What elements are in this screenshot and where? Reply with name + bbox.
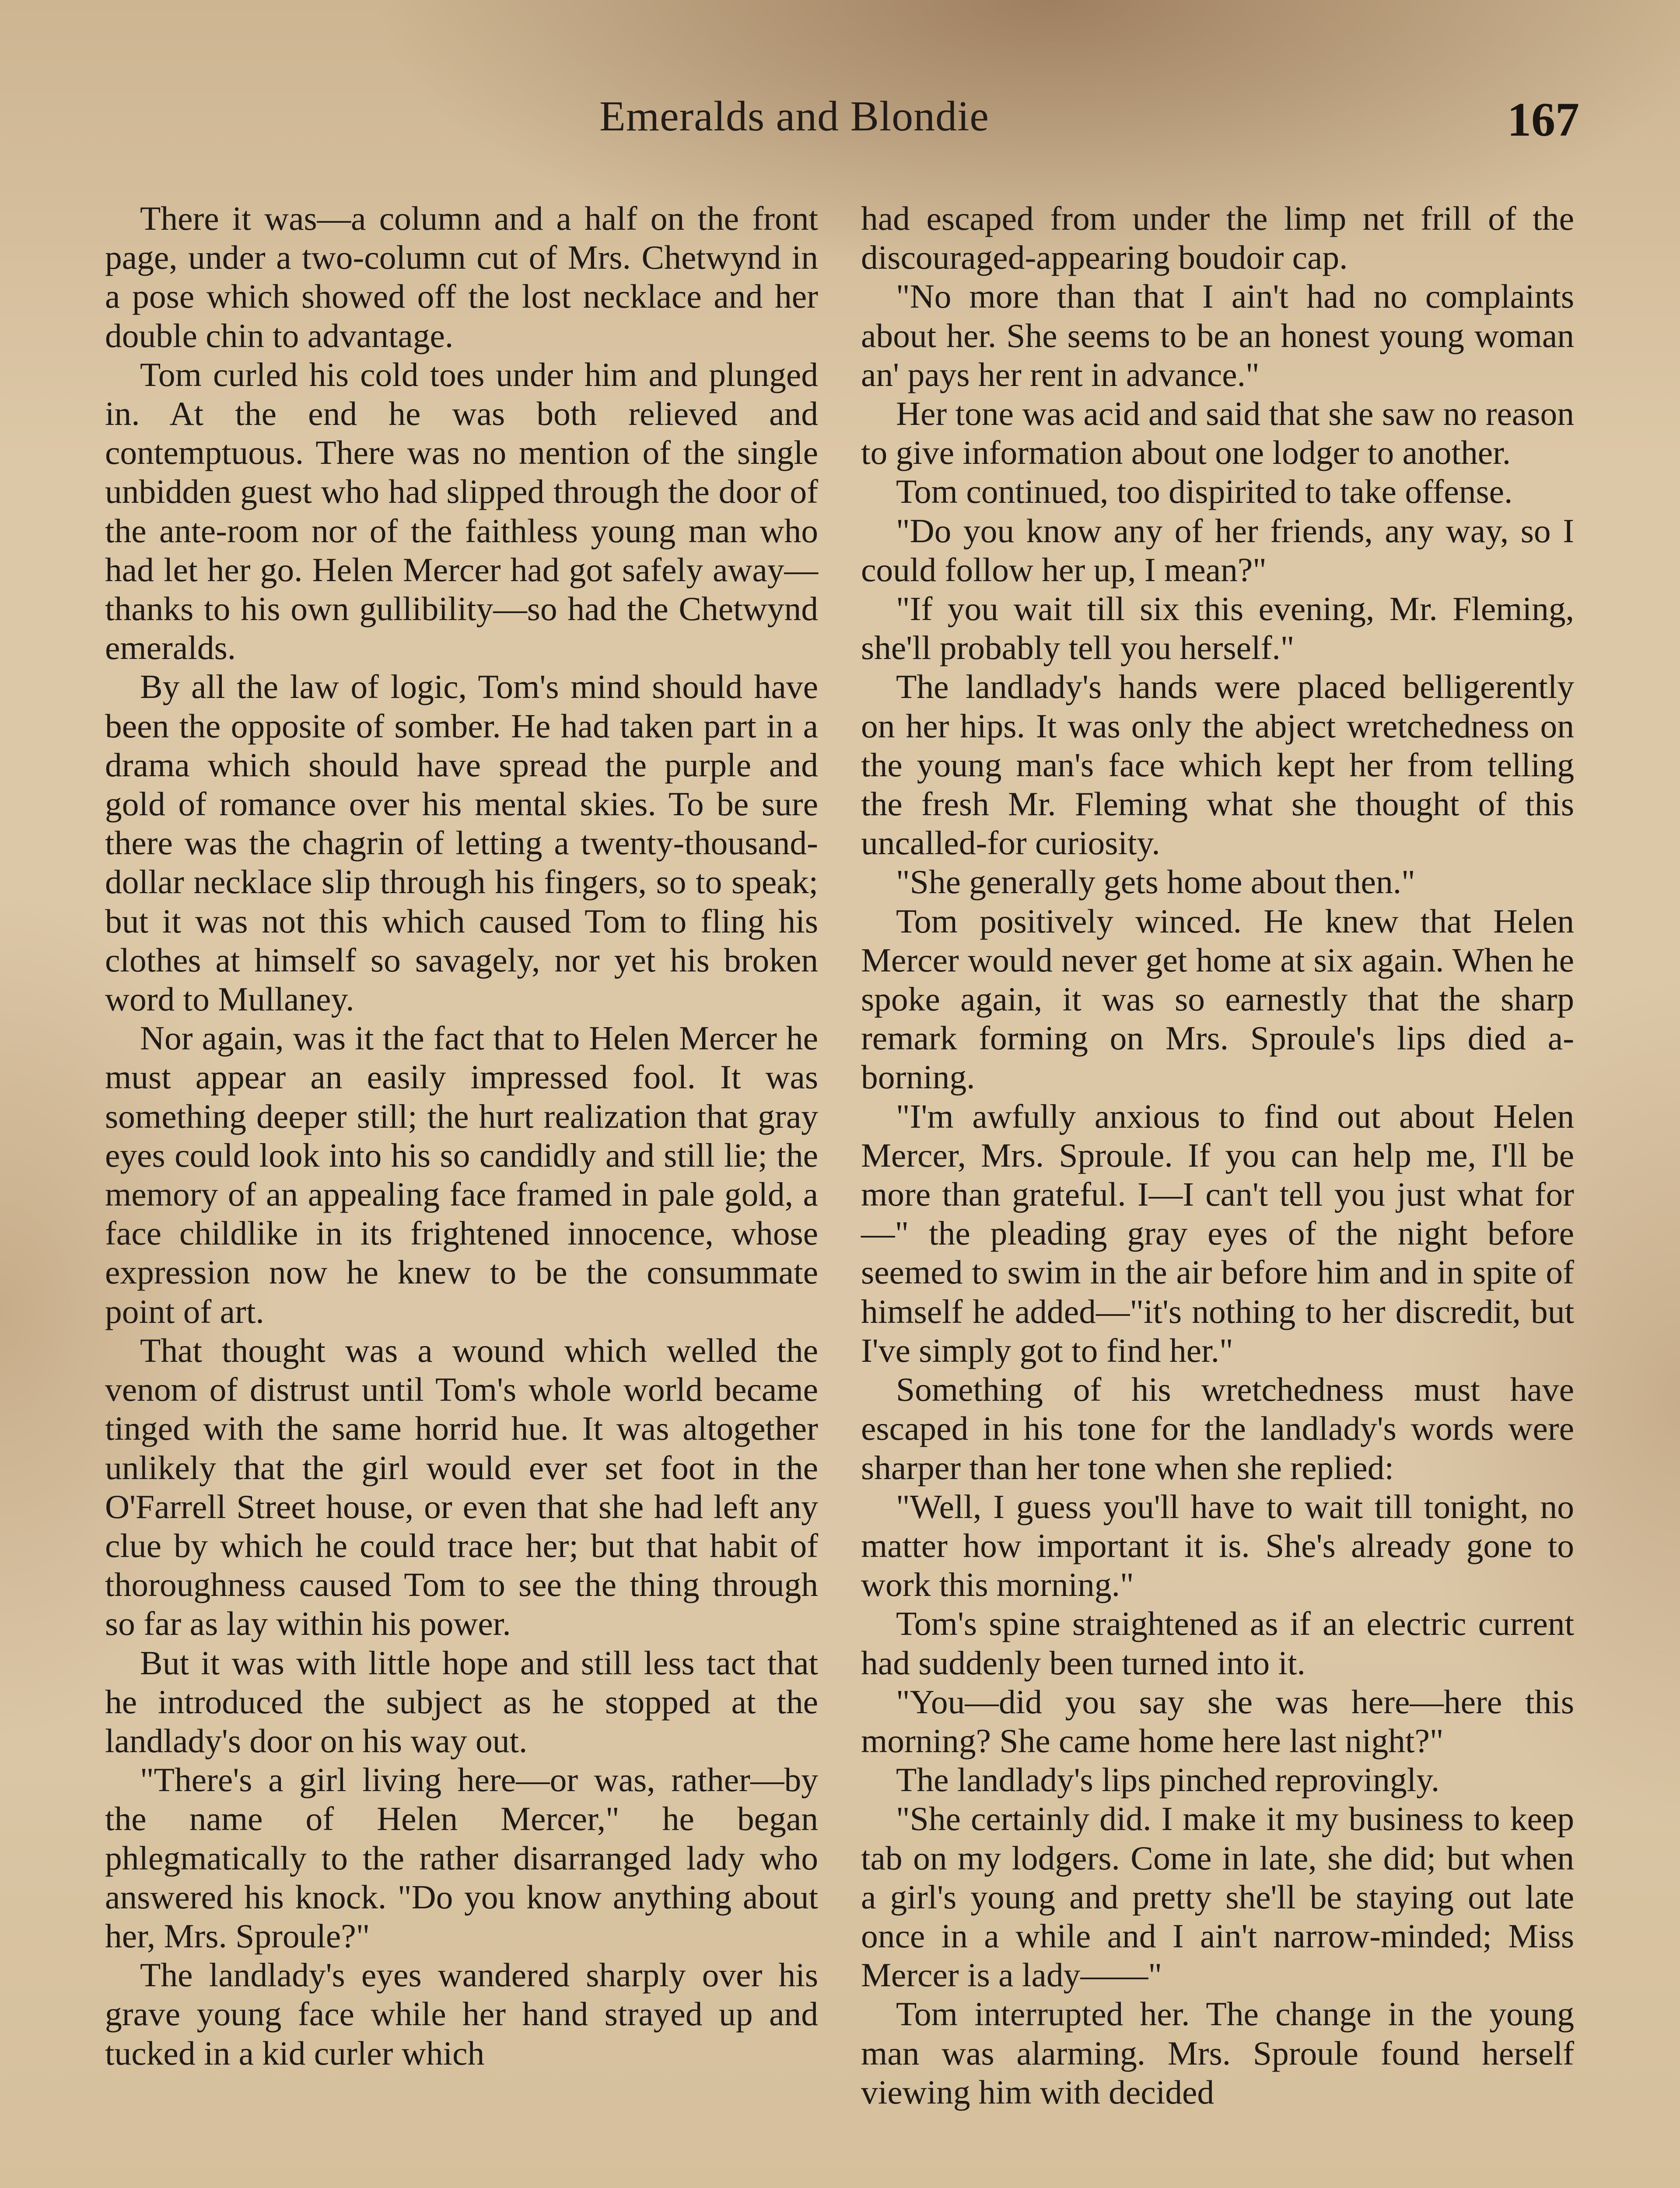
paragraph: Tom curled his cold toes under him and plunged in. At the end he was both relieved and contemptuous. There was no mention of the single unbidden guest who had slipped through the door of the ante-room nor of the faithless young man who had let her go. Helen Mercer had got safely away—thanks to his own gullibility—so had the Chetwynd emeralds. <box>105 355 818 667</box>
paragraph: Her tone was acid and said that she saw no reason to give information about one lodger to another. <box>861 395 1574 472</box>
paragraph: Tom interrupted her. The change in the young man was alarming. Mrs. Sproule found herself viewing him with decided <box>861 1995 1574 2111</box>
paragraph: That thought was a wound which welled the venom of distrust until Tom's whole world became tinged with the same horrid hue. It was altogether unlikely that the girl would ever set foot in the O'Farrell Street house, or even that she had left any clue by which he could trace her; but that habit of thoroughness caused Tom to see the thing through so far as lay within his power. <box>105 1331 818 1643</box>
page-header <box>0 92 1680 153</box>
right-column <box>861 199 1574 2112</box>
paragraph: Nor again, was it the fact that to Helen Mercer he must appear an easily impressed fool. It was something deeper still; the hurt realization that gray eyes could look into his so candidly and still lie; the memory of an appealing face framed in pale gold, a face childlike in its frightened innocence, whose expression now he knew to be the consummate point of art. <box>105 1019 818 1330</box>
paragraph: The landlady's lips pinched reprovingly. <box>896 1761 1440 1799</box>
paragraph: Something of his wretchedness must have escaped in his tone for the landlady's words were sharper than her tone when she replied: <box>861 1371 1574 1487</box>
paragraph: By all the law of logic, Tom's mind should have been the opposite of somber. He had taken part in a drama which should have spread the purple and gold of romance over his mental skies. To be sure there was the chagrin of letting a twenty-thousand-dollar necklace slip through his fingers, so to speak; but it was not this which caused Tom to fling his clothes at himself so savagely, nor yet his broken word to Mullaney. <box>105 668 818 1018</box>
paragraph: "Do you know any of her friends, any way, so I could follow her up, I mean?" <box>861 512 1574 589</box>
paragraph: "Well, I guess you'll have to wait till tonight, no matter how important it is. She's already gone to work this morning." <box>861 1487 1574 1604</box>
left-column <box>105 199 818 2073</box>
paragraph: Tom positively winced. He knew that Helen Mercer would never get home at six again. When he spoke again, it was so earnestly that the sharp remark forming on Mrs. Sproule's lips died a-borning. <box>861 902 1574 1096</box>
paragraph: "She certainly did. I make it my business to keep tab on my lodgers. Come in late, she did; but when a girl's young and pretty she'll be staying out late once in a while and I ain't narrow-minded; Miss Mercer is a lady——" <box>861 1800 1574 1994</box>
paragraph-continuation: had escaped from under the limp net frill of the discouraged-appearing boudoir cap. <box>861 200 1574 277</box>
paragraph: "You—did you say she was here—here this morning? She came home here last night?" <box>861 1683 1574 1760</box>
paragraph: Tom's spine straightened as if an electric current had suddenly been turned into it. <box>861 1605 1574 1682</box>
paragraph: The landlady's hands were placed belligerently on her hips. It was only the abject wretchedness on the young man's face which kept her from telling the fresh Mr. Fleming what she thought of this uncalled-for curiosity. <box>861 668 1574 862</box>
paragraph: "No more than that I ain't had no complaints about her. She seems to be an honest young woman an' pays her rent in advance." <box>861 277 1574 393</box>
paragraph: Tom continued, too dispirited to take offense. <box>896 473 1513 511</box>
paragraph: "She generally gets home about then." <box>896 863 1415 901</box>
paragraph: "I'm awfully anxious to find out about Helen Mercer, Mrs. Sproule. If you can help me, I'll be more than grateful. I—I can't tell you just what for—" the pleading gray eyes of the night before seemed to swim in the air before him and in spite of himself he added—"it's nothing to her discredit, but I've simply got to find her." <box>861 1097 1574 1369</box>
page-number: 167 <box>1507 93 1579 146</box>
running-title: Emeralds and Blondie <box>599 93 989 140</box>
paragraph: The landlady's eyes wandered sharply over his grave young face while her hand strayed up and tucked in a kid curler which <box>105 1956 818 2072</box>
paragraph: "If you wait till six this evening, Mr. Fleming, she'll probably tell you herself." <box>861 590 1574 667</box>
paragraph: "There's a girl living here—or was, rather—by the name of Helen Mercer," he began phlegmatically to the rather disarranged lady who answered his knock. "Do you know anything about her, Mrs. Sproule?" <box>105 1761 818 1955</box>
paragraph: But it was with little hope and still less tact that he introduced the subject as he stopped at the landlady's door on his way out. <box>105 1644 818 1760</box>
paragraph: There it was—a column and a half on the front page, under a two-column cut of Mrs. Chetwynd in a pose which showed off the lost necklace and her double chin to advantage. <box>105 200 818 354</box>
